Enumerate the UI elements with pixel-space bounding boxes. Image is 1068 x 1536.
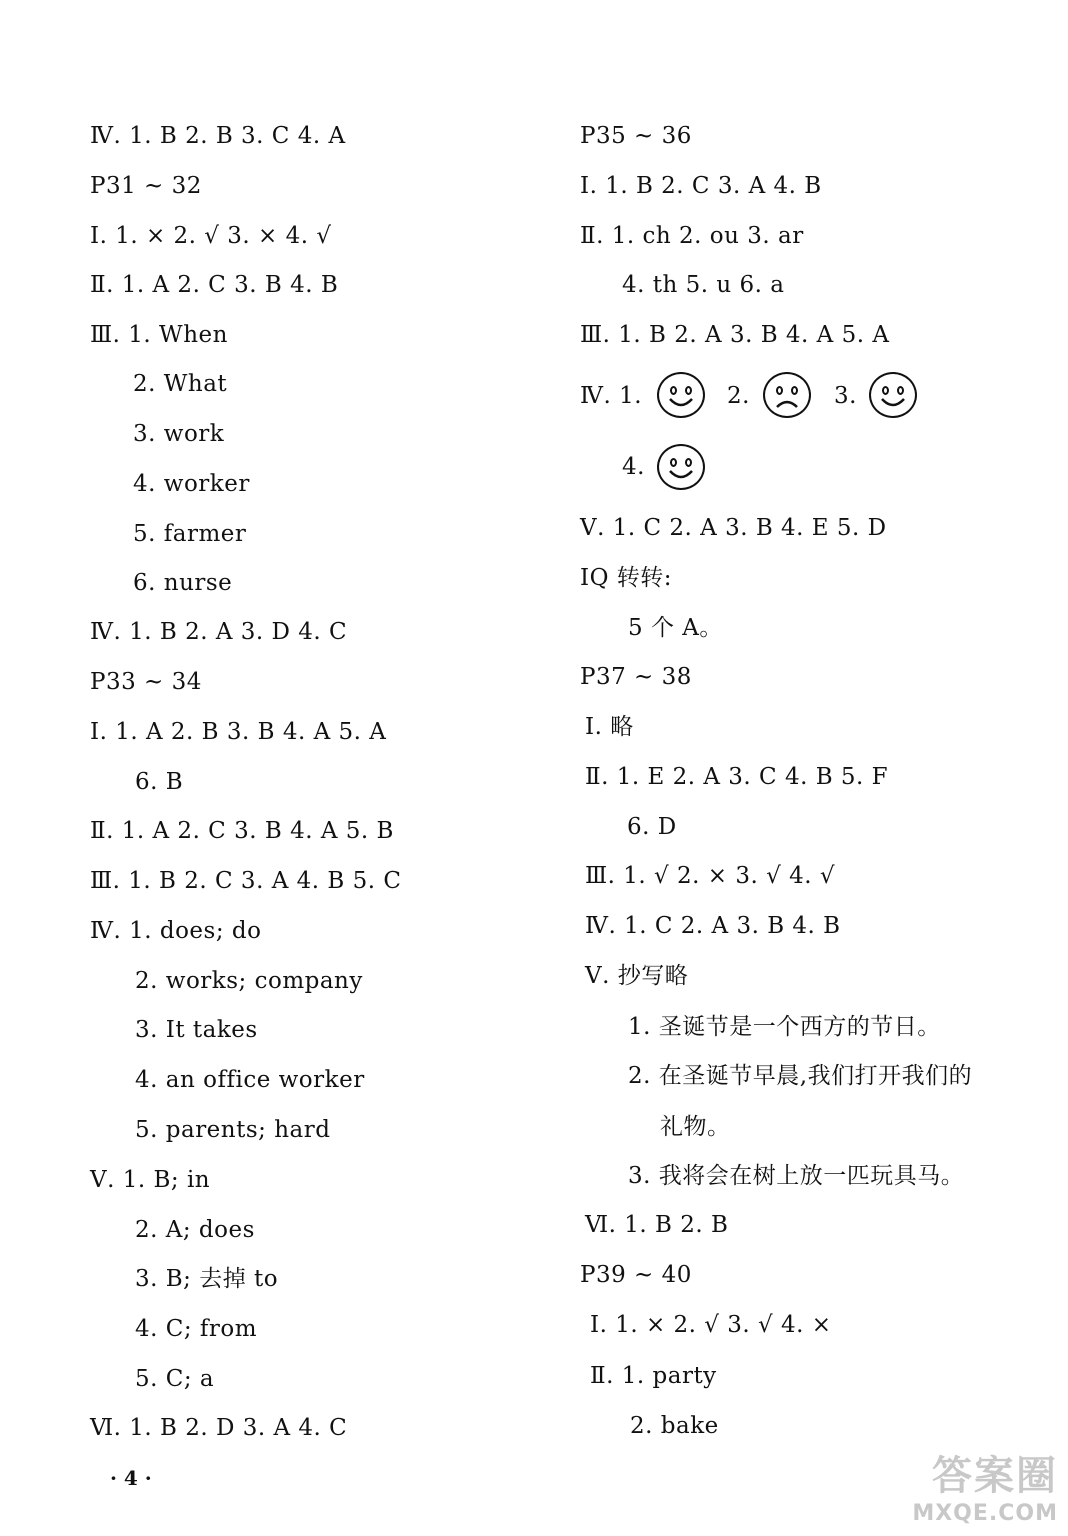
watermark bbox=[912, 1444, 1058, 1526]
right-line-27: Ⅱ. 1. party bbox=[590, 1363, 717, 1389]
left-line-22: Ⅴ. 1. B; in bbox=[90, 1167, 211, 1193]
right-line-26: Ⅰ. 1. × 2. √ 3. √ 4. × bbox=[590, 1312, 832, 1338]
left-line-25: 4. C; from bbox=[135, 1316, 258, 1342]
right-line-2: Ⅰ. 1. B 2. C 3. A 4. B bbox=[580, 173, 822, 199]
right-line-17: Ⅲ. 1. √ 2. × 3. √ 4. √ bbox=[585, 863, 835, 889]
left-line-14: 6. B bbox=[135, 769, 184, 795]
left-line-1: Ⅳ. 1. B 2. B 3. C 4. A bbox=[90, 123, 346, 149]
right-line-3: Ⅱ. 1. ch 2. ou 3. ar bbox=[580, 223, 804, 249]
left-line-23: 2. A; does bbox=[135, 1217, 255, 1243]
right-line-19: Ⅴ. 抄写略 bbox=[585, 963, 689, 989]
right-line-24: Ⅵ. 1. B 2. B bbox=[585, 1212, 729, 1238]
left-line-13: Ⅰ. 1. A 2. B 3. B 4. A 5. A bbox=[90, 719, 387, 745]
happy-face-icon bbox=[869, 372, 917, 418]
right-line-5: Ⅲ. 1. B 2. A 3. B 4. A 5. A bbox=[580, 322, 890, 348]
section-heading: P37 ~ 38 bbox=[580, 664, 692, 690]
page-number: · 4 · bbox=[110, 1466, 152, 1490]
left-line-6: 2. What bbox=[133, 371, 228, 397]
left-line-19: 3. It takes bbox=[135, 1017, 258, 1043]
left-line-7: 3. work bbox=[133, 421, 225, 447]
right-line-9: 4. bbox=[622, 454, 645, 480]
left-line-3: Ⅰ. 1. × 2. √ 3. × 4. √ bbox=[90, 223, 332, 249]
right-line-20: 1. 圣诞节是一个西方的节日。 bbox=[628, 1014, 941, 1040]
left-line-16: Ⅲ. 1. B 2. C 3. A 4. B 5. C bbox=[90, 868, 402, 894]
sad-face-icon bbox=[763, 372, 811, 418]
section-heading: P31 ~ 32 bbox=[90, 173, 202, 199]
section-heading: P33 ~ 34 bbox=[90, 669, 202, 695]
right-line-28: 2. bake bbox=[630, 1413, 719, 1439]
right-line-14: Ⅰ. 略 bbox=[585, 714, 634, 740]
left-line-9: 5. farmer bbox=[133, 521, 247, 547]
left-line-24: 3. B; 去掉 to bbox=[135, 1266, 279, 1292]
right-line-21: 2. 在圣诞节早晨,我们打开我们的 bbox=[628, 1063, 973, 1089]
right-line-22: 礼物。 bbox=[660, 1114, 731, 1140]
right-line-11: IQ 转转: bbox=[580, 565, 673, 591]
right-line-15: Ⅱ. 1. E 2. A 3. C 4. B 5. F bbox=[585, 764, 889, 790]
happy-face-icon bbox=[657, 372, 705, 418]
left-line-11: Ⅳ. 1. B 2. A 3. D 4. C bbox=[90, 619, 348, 645]
right-line-18: Ⅳ. 1. C 2. A 3. B 4. B bbox=[585, 913, 841, 939]
happy-face-icon bbox=[657, 444, 705, 490]
left-line-27: Ⅵ. 1. B 2. D 3. A 4. C bbox=[90, 1415, 348, 1441]
left-line-5: Ⅲ. 1. When bbox=[90, 322, 228, 348]
section-heading: P35 ~ 36 bbox=[580, 123, 692, 149]
left-line-17: Ⅳ. 1. does; do bbox=[90, 918, 262, 944]
right-line-16: 6. D bbox=[627, 814, 677, 840]
left-line-15: Ⅱ. 1. A 2. C 3. B 4. A 5. B bbox=[90, 818, 394, 844]
right-line-8: 3. bbox=[834, 383, 857, 409]
left-line-4: Ⅱ. 1. A 2. C 3. B 4. B bbox=[90, 272, 339, 298]
left-line-18: 2. works; company bbox=[135, 968, 363, 994]
right-line-12: 5 个 A。 bbox=[628, 615, 723, 641]
section-heading: P39 ~ 40 bbox=[580, 1262, 692, 1288]
watermark-en: MXQE.COM bbox=[912, 1501, 1058, 1526]
left-line-8: 4. worker bbox=[133, 471, 250, 497]
right-line-10: Ⅴ. 1. C 2. A 3. B 4. E 5. D bbox=[580, 515, 887, 541]
left-line-10: 6. nurse bbox=[133, 570, 233, 596]
left-line-26: 5. C; a bbox=[135, 1366, 215, 1392]
right-line-6: Ⅳ. 1. bbox=[580, 383, 643, 409]
left-line-21: 5. parents; hard bbox=[135, 1117, 331, 1143]
right-line-4: 4. th 5. u 6. a bbox=[622, 272, 785, 298]
left-line-20: 4. an office worker bbox=[135, 1067, 365, 1093]
right-line-7: 2. bbox=[727, 383, 750, 409]
right-line-23: 3. 我将会在树上放一匹玩具马。 bbox=[628, 1163, 965, 1189]
watermark-cn: 答案圈 bbox=[932, 1453, 1058, 1499]
